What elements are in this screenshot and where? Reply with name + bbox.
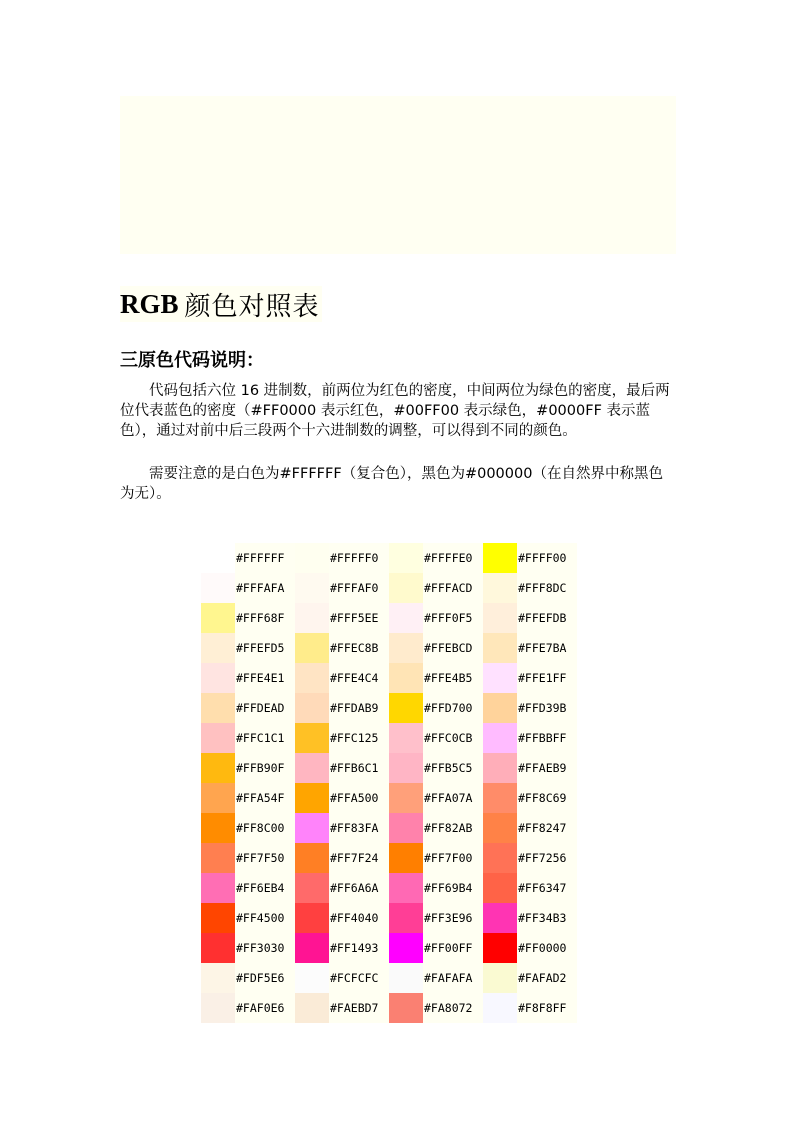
color-code: #FFBBFF (517, 723, 577, 753)
color-swatch (201, 573, 235, 603)
color-swatch (483, 903, 517, 933)
color-swatch (201, 663, 235, 693)
color-swatch (483, 933, 517, 963)
color-code: #FFEFD5 (235, 633, 295, 663)
color-code: #FFFFE0 (423, 543, 483, 573)
color-code: #FCFCFC (329, 963, 389, 993)
color-swatch (389, 783, 423, 813)
color-code: #FFF8DC (517, 573, 577, 603)
color-swatch (295, 813, 329, 843)
color-code: #FFDEAD (235, 693, 295, 723)
color-swatch (295, 723, 329, 753)
color-swatch (201, 783, 235, 813)
color-code: #FF3E96 (423, 903, 483, 933)
color-code: #FF8C00 (235, 813, 295, 843)
color-code: #FFFF00 (517, 543, 577, 573)
color-code: #FFE4B5 (423, 663, 483, 693)
color-swatch (389, 813, 423, 843)
color-swatch (201, 723, 235, 753)
color-code: #F8F8FF (517, 993, 577, 1023)
color-swatch (201, 843, 235, 873)
color-code: #FFEC8B (329, 633, 389, 663)
color-swatch (201, 903, 235, 933)
color-code: #FF6EB4 (235, 873, 295, 903)
color-swatch (295, 663, 329, 693)
color-code: #FFE1FF (517, 663, 577, 693)
color-swatch (483, 573, 517, 603)
page-title-rgb: RGB (120, 288, 179, 319)
color-swatch (295, 903, 329, 933)
color-swatch (389, 873, 423, 903)
color-swatch (483, 963, 517, 993)
color-code: #FFFAF0 (329, 573, 389, 603)
color-swatch (389, 723, 423, 753)
color-swatch (483, 663, 517, 693)
color-code: #FFF5EE (329, 603, 389, 633)
color-swatch (295, 603, 329, 633)
color-swatch (483, 723, 517, 753)
color-swatch (389, 543, 423, 573)
paragraph-white-black-note: 需要注意的是白色为#FFFFFF（复合色），黑色为#000000（在自然界中称黑色为无）。 (120, 466, 663, 502)
color-code: #FFFAFA (235, 573, 295, 603)
color-code: #FF00FF (423, 933, 483, 963)
color-code: #FF8C69 (517, 783, 577, 813)
color-swatch (483, 993, 517, 1023)
color-code: #FDF5E6 (235, 963, 295, 993)
color-code: #FFFFF0 (329, 543, 389, 573)
color-swatch (389, 963, 423, 993)
color-code: #FFB5C5 (423, 753, 483, 783)
color-swatch (201, 633, 235, 663)
color-swatch (295, 783, 329, 813)
color-code: #FA8072 (423, 993, 483, 1023)
color-swatch (389, 933, 423, 963)
color-code: #FAF0E6 (235, 993, 295, 1023)
color-code: #FF4040 (329, 903, 389, 933)
color-code: #FFA500 (329, 783, 389, 813)
color-swatch (295, 873, 329, 903)
color-code: #FF82AB (423, 813, 483, 843)
color-swatch (483, 603, 517, 633)
color-code: #FFC0CB (423, 723, 483, 753)
color-swatch (389, 633, 423, 663)
color-code: #FFB90F (235, 753, 295, 783)
color-code: #FFDAB9 (329, 693, 389, 723)
color-swatch (483, 813, 517, 843)
color-code: #FF6347 (517, 873, 577, 903)
color-code: #FF8247 (517, 813, 577, 843)
color-swatch (201, 873, 235, 903)
color-swatch (201, 603, 235, 633)
color-table (201, 543, 577, 1023)
paragraph-code-explanation: 代码包括六位 16 进制数，前两位为红色的密度，中间两位为绿色的密度，最后两位代表蓝色的密度（#FF0000 表示红色，#00FF00 表示绿色，#0000FF 表示蓝色），通过对前中后三段两个十六进制数的调整，可以得到不同的颜色。 (120, 383, 670, 439)
color-swatch (389, 603, 423, 633)
color-code: #FFE4C4 (329, 663, 389, 693)
color-code: #FFEFDB (517, 603, 577, 633)
color-swatch (389, 903, 423, 933)
color-swatch (295, 963, 329, 993)
color-swatch (483, 543, 517, 573)
color-code: #FFB6C1 (329, 753, 389, 783)
color-swatch (483, 633, 517, 663)
color-code: #FFF68F (235, 603, 295, 633)
color-swatch (483, 783, 517, 813)
color-code: #FAFAD2 (517, 963, 577, 993)
page-title (120, 286, 322, 322)
color-swatch (201, 963, 235, 993)
color-swatch (389, 753, 423, 783)
color-code: #FF7F50 (235, 843, 295, 873)
color-code: #FF83FA (329, 813, 389, 843)
color-swatch (201, 693, 235, 723)
color-code: #FFFFFF (235, 543, 295, 573)
color-swatch (295, 843, 329, 873)
color-code: #FFE7BA (517, 633, 577, 663)
color-code: #FFF0F5 (423, 603, 483, 633)
color-swatch (483, 873, 517, 903)
color-swatch (201, 993, 235, 1023)
color-swatch (295, 993, 329, 1023)
color-swatch (201, 543, 235, 573)
color-swatch (201, 813, 235, 843)
color-swatch (295, 693, 329, 723)
color-code: #FAFAFA (423, 963, 483, 993)
color-code: #FF34B3 (517, 903, 577, 933)
color-code: #FFD39B (517, 693, 577, 723)
color-code: #FAEBD7 (329, 993, 389, 1023)
color-swatch (389, 993, 423, 1023)
color-code: #FFAEB9 (517, 753, 577, 783)
color-code: #FF1493 (329, 933, 389, 963)
color-swatch (389, 693, 423, 723)
color-code: #FF0000 (517, 933, 577, 963)
color-code: #FFA07A (423, 783, 483, 813)
color-code: #FFC1C1 (235, 723, 295, 753)
color-swatch (295, 573, 329, 603)
color-code: #FF7F00 (423, 843, 483, 873)
page-title-text: 颜色对照表 (184, 291, 320, 322)
color-swatch (201, 933, 235, 963)
color-swatch (389, 573, 423, 603)
color-swatch (389, 663, 423, 693)
color-code: #FF3030 (235, 933, 295, 963)
color-code: #FFE4E1 (235, 663, 295, 693)
color-code: #FFD700 (423, 693, 483, 723)
color-code: #FFA54F (235, 783, 295, 813)
color-code: #FF7256 (517, 843, 577, 873)
color-code: #FF69B4 (423, 873, 483, 903)
color-code: #FF6A6A (329, 873, 389, 903)
color-swatch (483, 753, 517, 783)
color-code: #FF7F24 (329, 843, 389, 873)
top-blank-panel (120, 96, 676, 254)
color-swatch (201, 753, 235, 783)
color-swatch (295, 753, 329, 783)
color-swatch (483, 693, 517, 723)
color-swatch (295, 933, 329, 963)
section-heading: 三原色代码说明： (120, 350, 264, 371)
color-code: #FFEBCD (423, 633, 483, 663)
color-swatch (483, 843, 517, 873)
color-swatch (389, 843, 423, 873)
color-swatch (295, 633, 329, 663)
color-code: #FF4500 (235, 903, 295, 933)
color-code: #FFC125 (329, 723, 389, 753)
color-code: #FFFACD (423, 573, 483, 603)
color-swatch (295, 543, 329, 573)
